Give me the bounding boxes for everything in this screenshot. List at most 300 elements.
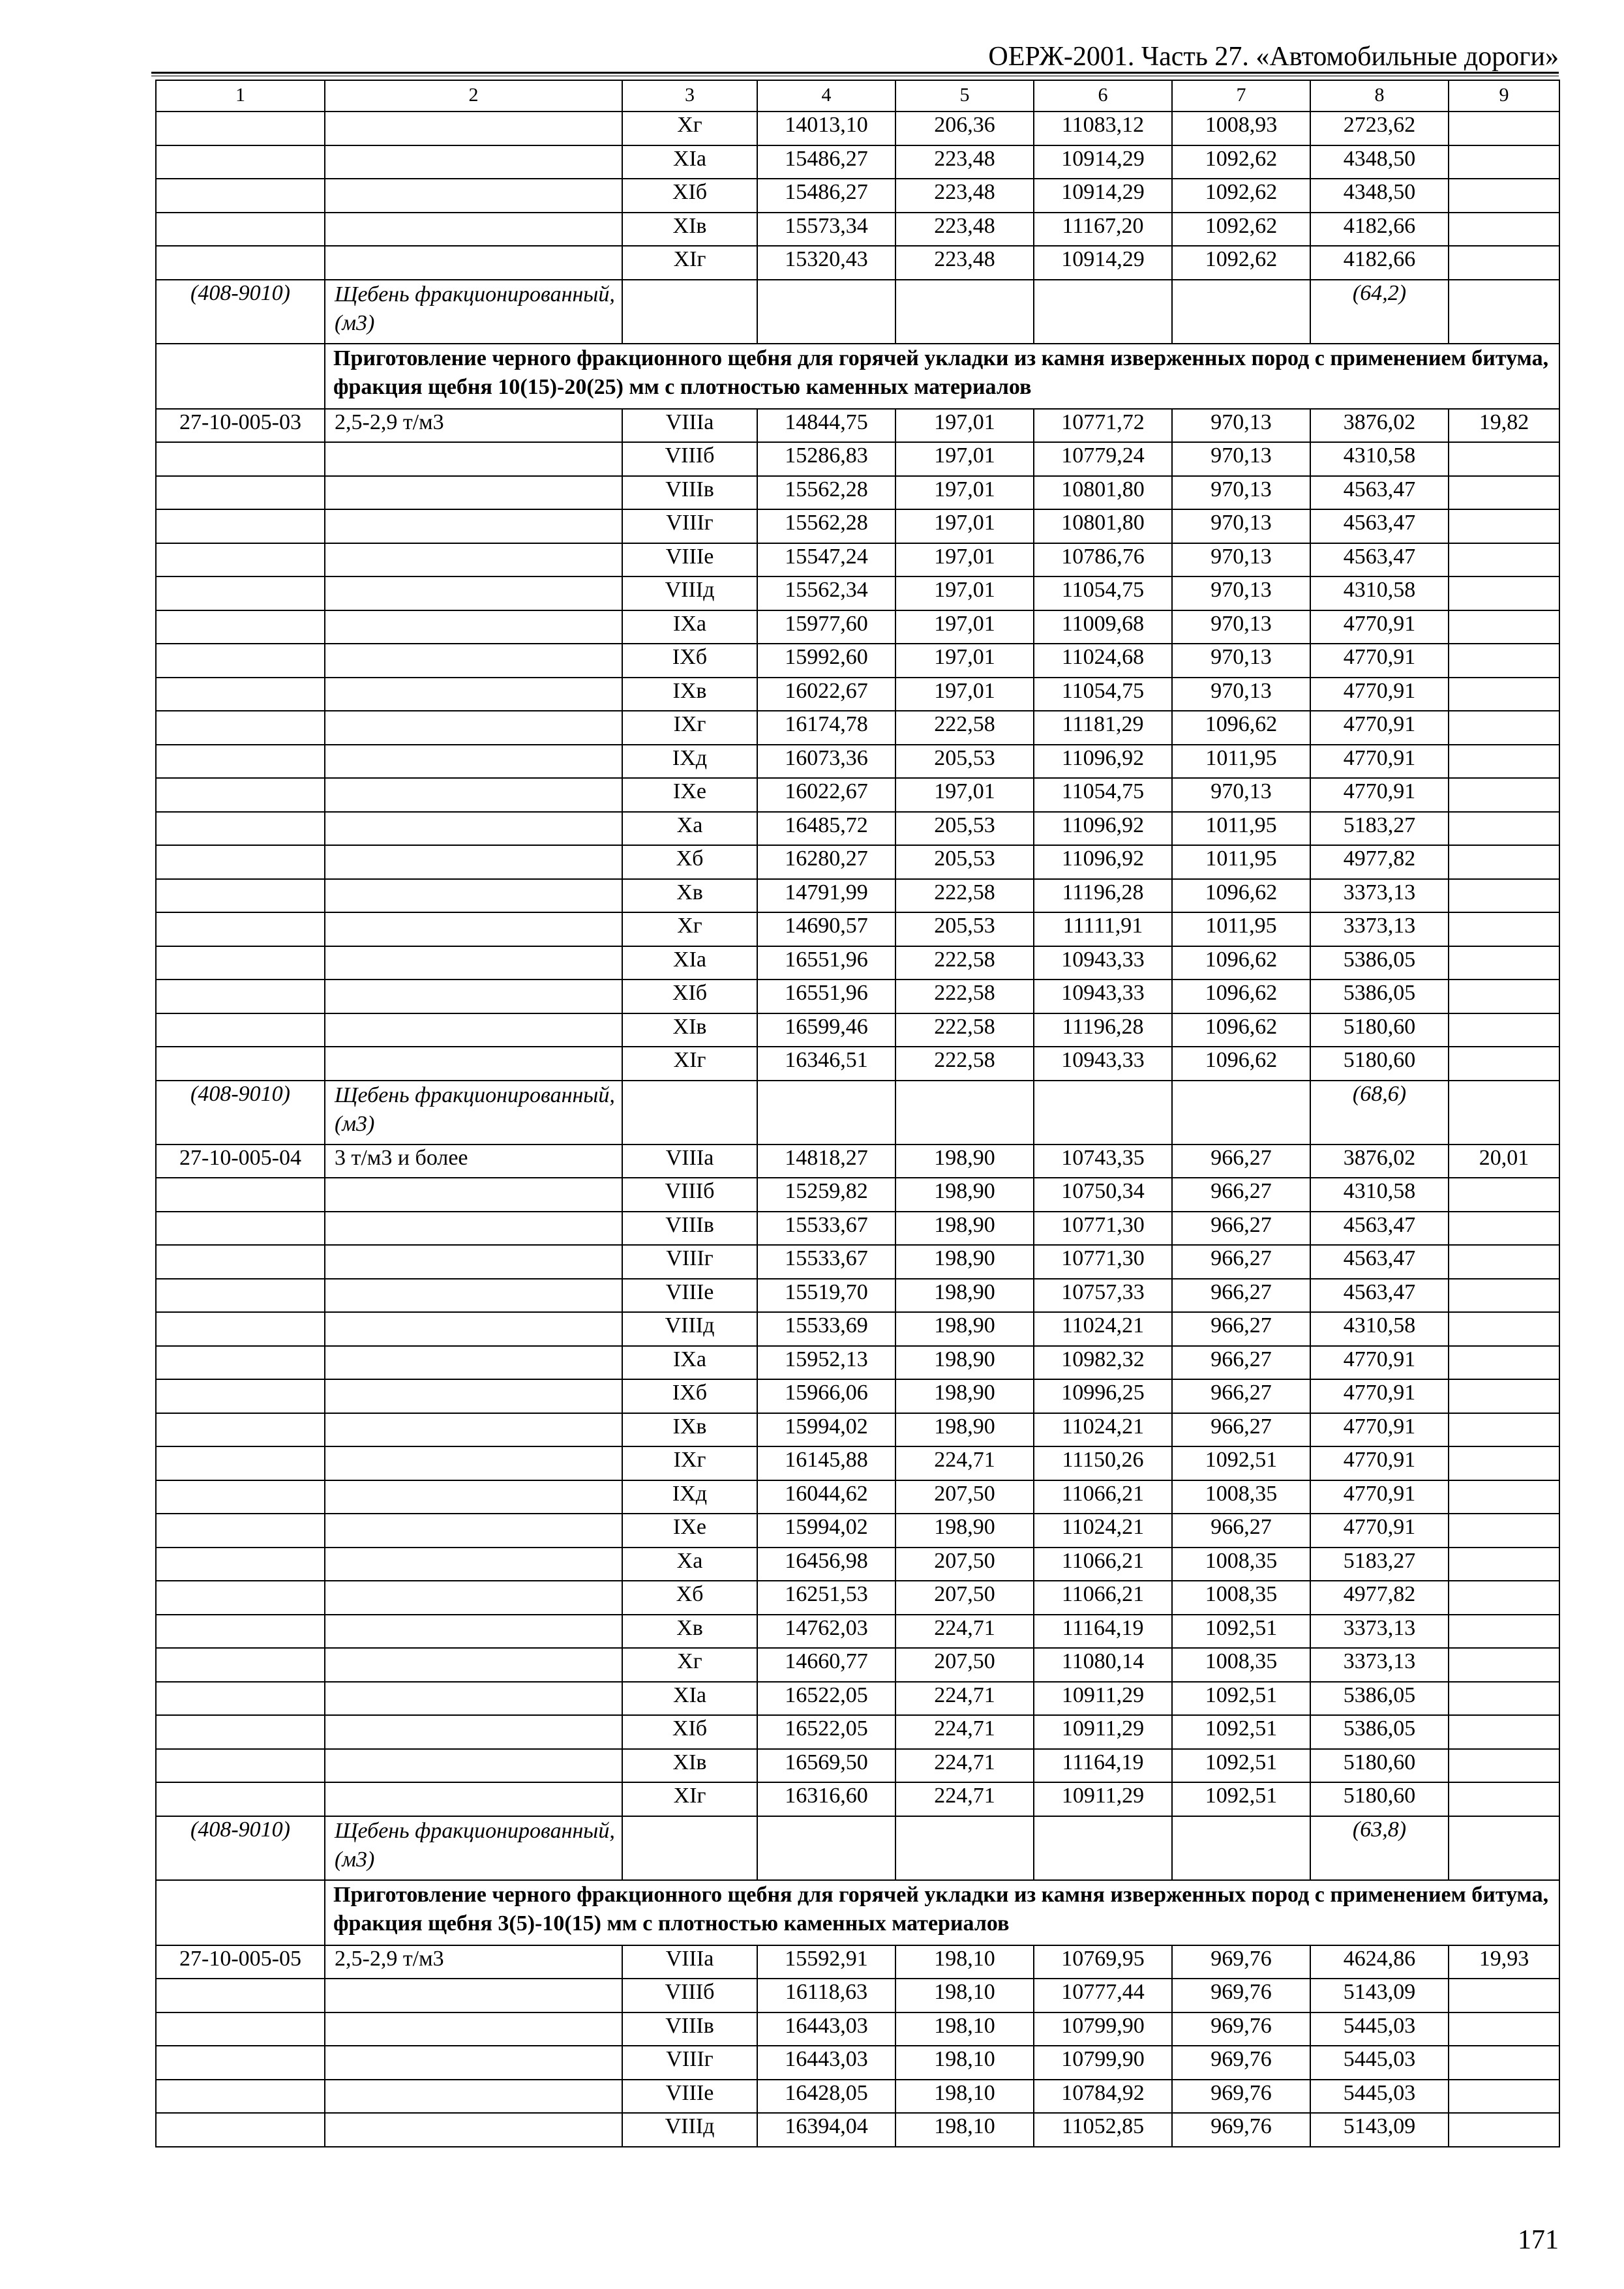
table-cell: [1449, 1446, 1559, 1480]
table-cell: [1449, 1013, 1559, 1047]
table-cell: 969,76: [1172, 1945, 1310, 1979]
table-cell: 206,36: [895, 112, 1034, 145]
table-cell: 4770,91: [1310, 678, 1449, 711]
table-cell: [156, 2012, 325, 2046]
table-cell: 1092,62: [1172, 213, 1310, 247]
table-cell: 5445,03: [1310, 2046, 1449, 2080]
table-cell: 10943,33: [1034, 980, 1172, 1013]
table-cell: 11024,21: [1034, 1514, 1172, 1548]
table-cell: [325, 1178, 622, 1212]
table-cell: [325, 1013, 622, 1047]
table-cell: [1449, 112, 1559, 145]
table-cell: 11096,92: [1034, 812, 1172, 846]
table-cell: [156, 509, 325, 543]
table-cell: 1096,62: [1172, 1013, 1310, 1047]
table-row: [156, 1178, 1559, 1212]
table-cell: 970,13: [1172, 778, 1310, 812]
table-cell: 223,48: [895, 213, 1034, 247]
table-cell: VIIIв: [622, 2012, 757, 2046]
table-cell: Xг: [622, 912, 757, 946]
table-cell: [1449, 1548, 1559, 1581]
table-cell: 11024,21: [1034, 1312, 1172, 1346]
table-cell: [156, 1548, 325, 1581]
table-cell: [1449, 1346, 1559, 1380]
table-cell: [156, 1013, 325, 1047]
table-cell: 970,13: [1172, 509, 1310, 543]
table-cell: [156, 678, 325, 711]
table-cell: IXд: [622, 745, 757, 779]
table-cell: VIIIе: [622, 1279, 757, 1313]
table-cell: IXг: [622, 711, 757, 745]
table-cell: 198,90: [895, 1245, 1034, 1279]
section-title: Приготовление черного фракционного щебня для горячей укладки из камня изверженных пород с применением битума, фракция щебня 3(5)-10(15) мм с плотностью каменных материалов: [325, 1880, 1559, 1945]
table-cell: 1096,62: [1172, 879, 1310, 913]
table-cell: [325, 980, 622, 1013]
table-row: [156, 1212, 1559, 1246]
table-cell: [156, 246, 325, 280]
table-cell: 11080,14: [1034, 1648, 1172, 1682]
column-number: 8: [1310, 80, 1449, 112]
table-cell: 11111,91: [1034, 912, 1172, 946]
table-row: [156, 543, 1559, 577]
table-cell: 4770,91: [1310, 1446, 1449, 1480]
table-cell: 10982,32: [1034, 1346, 1172, 1380]
table-row: [156, 1945, 1559, 1979]
table-cell: [156, 1178, 325, 1212]
table-cell: 14844,75: [757, 409, 895, 443]
table-cell: [156, 476, 325, 510]
table-cell: 969,76: [1172, 2046, 1310, 2080]
table-cell: 5143,09: [1310, 1979, 1449, 2012]
table-cell: IXб: [622, 644, 757, 678]
table-cell: 4348,50: [1310, 179, 1449, 213]
table-cell: [325, 610, 622, 644]
table-cell: 11024,68: [1034, 644, 1172, 678]
table-cell: 205,53: [895, 845, 1034, 879]
table-cell: 198,90: [895, 1144, 1034, 1178]
table-cell: [1449, 610, 1559, 644]
table-cell: 1092,51: [1172, 1715, 1310, 1749]
table-cell: VIIIв: [622, 1212, 757, 1246]
table-cell: [1449, 1047, 1559, 1081]
table-row: [156, 2113, 1559, 2147]
table-cell: [156, 442, 325, 476]
table-cell: [1449, 711, 1559, 745]
table-cell: 198,90: [895, 1346, 1034, 1380]
table-cell: 1092,51: [1172, 1682, 1310, 1716]
table-cell: 16022,67: [757, 778, 895, 812]
table-cell: [156, 1615, 325, 1649]
table-cell: [895, 1816, 1034, 1880]
table-cell: 198,90: [895, 1212, 1034, 1246]
table-cell: 4310,58: [1310, 442, 1449, 476]
table-cell: [1449, 543, 1559, 577]
table-cell: [325, 442, 622, 476]
table-cell: [1449, 1312, 1559, 1346]
table-cell: 16599,46: [757, 1013, 895, 1047]
table-cell: [156, 112, 325, 145]
table-cell: [325, 213, 622, 247]
table-cell: [156, 1715, 325, 1749]
resource-value: (63,8): [1310, 1816, 1449, 1880]
table-cell: VIIIб: [622, 1178, 757, 1212]
table-cell: 4977,82: [1310, 1581, 1449, 1615]
resource-code: (408-9010): [156, 1816, 325, 1880]
table-cell: [325, 246, 622, 280]
table-cell: [156, 812, 325, 846]
table-cell: XIг: [622, 1782, 757, 1816]
table-cell: [156, 1979, 325, 2012]
table-cell: 15486,27: [757, 145, 895, 179]
table-cell: 14818,27: [757, 1144, 895, 1178]
table-cell: [1449, 442, 1559, 476]
table-cell: 15547,24: [757, 543, 895, 577]
table-row: [156, 1514, 1559, 1548]
table-cell: [156, 1782, 325, 1816]
table-cell: [1449, 812, 1559, 846]
table-row: [156, 1715, 1559, 1749]
table-cell: [325, 1379, 622, 1413]
table-cell: 11164,19: [1034, 1749, 1172, 1783]
table-cell: 16522,05: [757, 1682, 895, 1716]
table-cell: VIIIа: [622, 1945, 757, 1979]
table-cell: [325, 145, 622, 179]
table-cell: 16118,63: [757, 1979, 895, 2012]
table-row: [156, 1581, 1559, 1615]
table-cell: [156, 1346, 325, 1380]
table-row: [156, 1346, 1559, 1380]
table-cell: [325, 879, 622, 913]
table-cell: 1011,95: [1172, 845, 1310, 879]
table-cell: 16044,62: [757, 1480, 895, 1514]
table-cell: [1449, 644, 1559, 678]
table-cell: [156, 711, 325, 745]
table-cell: 4563,47: [1310, 476, 1449, 510]
table-cell: [1449, 2113, 1559, 2147]
table-cell: [156, 344, 325, 409]
table-cell: 4977,82: [1310, 845, 1449, 879]
column-number: 5: [895, 80, 1034, 112]
table-cell: 4310,58: [1310, 1178, 1449, 1212]
table-row: [156, 1312, 1559, 1346]
table-cell: [325, 179, 622, 213]
table-cell: VIIIг: [622, 509, 757, 543]
column-number: 9: [1449, 80, 1559, 112]
table-cell: 11196,28: [1034, 879, 1172, 913]
table-cell: 14791,99: [757, 879, 895, 913]
table-cell: 969,76: [1172, 2012, 1310, 2046]
table-cell: VIIIе: [622, 543, 757, 577]
table-cell: [325, 112, 622, 145]
table-cell: 3373,13: [1310, 879, 1449, 913]
table-row: [156, 2012, 1559, 2046]
table-cell: [156, 912, 325, 946]
table-cell: 207,50: [895, 1480, 1034, 1514]
table-cell: 970,13: [1172, 543, 1310, 577]
table-cell: 11096,92: [1034, 845, 1172, 879]
table-cell: 5183,27: [1310, 812, 1449, 846]
table-cell: 10943,33: [1034, 946, 1172, 980]
table-cell: 16280,27: [757, 845, 895, 879]
table-cell: 11066,21: [1034, 1581, 1172, 1615]
table-cell: 966,27: [1172, 1212, 1310, 1246]
table-cell: 207,50: [895, 1581, 1034, 1615]
table-cell: XIа: [622, 946, 757, 980]
table-cell: 966,27: [1172, 1279, 1310, 1313]
table-cell: 4770,91: [1310, 711, 1449, 745]
table-cell: 1008,35: [1172, 1581, 1310, 1615]
table-cell: [325, 1514, 622, 1548]
table-cell: XIг: [622, 246, 757, 280]
table-cell: 970,13: [1172, 409, 1310, 443]
table-cell: 11083,12: [1034, 112, 1172, 145]
table-cell: [325, 2046, 622, 2080]
table-cell: 4770,91: [1310, 1514, 1449, 1548]
table-cell: 15562,28: [757, 476, 895, 510]
table-cell: 16428,05: [757, 2080, 895, 2114]
table-cell: [1449, 1212, 1559, 1246]
table-row: [156, 644, 1559, 678]
table-cell: 15573,34: [757, 213, 895, 247]
page-number: 171: [1518, 2225, 1559, 2255]
table-row: [156, 1682, 1559, 1716]
table-cell: [156, 1413, 325, 1447]
table-cell: 205,53: [895, 912, 1034, 946]
table-cell: 16251,53: [757, 1581, 895, 1615]
table-cell: [156, 2046, 325, 2080]
table-cell: 11054,75: [1034, 678, 1172, 711]
table-cell: [156, 1682, 325, 1716]
table-cell: 198,10: [895, 1979, 1034, 2012]
table-cell: 198,90: [895, 1178, 1034, 1212]
table-cell: 966,27: [1172, 1312, 1310, 1346]
table-cell: 1011,95: [1172, 912, 1310, 946]
table-cell: 222,58: [895, 1047, 1034, 1081]
header-rule: [151, 72, 1559, 74]
table-cell: [1449, 145, 1559, 179]
table-cell: 966,27: [1172, 1245, 1310, 1279]
table-cell: 224,71: [895, 1446, 1034, 1480]
table-cell: Xа: [622, 1548, 757, 1581]
table-cell: 2723,62: [1310, 112, 1449, 145]
table-row: [156, 1446, 1559, 1480]
table-cell: 5143,09: [1310, 2113, 1449, 2147]
table-cell: [325, 1413, 622, 1447]
table-cell: [757, 1816, 895, 1880]
table-cell: 207,50: [895, 1548, 1034, 1581]
table-row: [156, 678, 1559, 711]
table-cell: 10757,33: [1034, 1279, 1172, 1313]
table-row: [156, 1245, 1559, 1279]
table-cell: 16346,51: [757, 1047, 895, 1081]
table-cell: 5180,60: [1310, 1782, 1449, 1816]
table-cell: [1449, 1480, 1559, 1514]
table-cell: 11096,92: [1034, 745, 1172, 779]
table-cell: 10779,24: [1034, 442, 1172, 476]
table-cell: [156, 1514, 325, 1548]
table-row: [156, 745, 1559, 779]
table-cell: 197,01: [895, 678, 1034, 711]
table-cell: VIIIд: [622, 576, 757, 610]
column-number: 3: [622, 80, 757, 112]
table-row: [156, 845, 1559, 879]
table-row: [156, 112, 1559, 145]
table-cell: [156, 2113, 325, 2147]
table-cell: 10943,33: [1034, 1047, 1172, 1081]
table-cell: 15592,91: [757, 1945, 895, 1979]
table-cell: [1449, 1178, 1559, 1212]
table-cell: [1449, 280, 1559, 344]
table-cell: 1011,95: [1172, 745, 1310, 779]
table-cell: 966,27: [1172, 1178, 1310, 1212]
resource-value: (68,6): [1310, 1081, 1449, 1144]
table-cell: 4563,47: [1310, 543, 1449, 577]
price-table: [155, 80, 1560, 2147]
table-cell: 16073,36: [757, 745, 895, 779]
table-row: [156, 576, 1559, 610]
table-cell: [156, 1446, 325, 1480]
table-cell: 4563,47: [1310, 1279, 1449, 1313]
resource-value: (64,2): [1310, 280, 1449, 344]
table-cell: 15952,13: [757, 1346, 895, 1380]
table-cell: [1449, 1816, 1559, 1880]
table-cell: XIб: [622, 980, 757, 1013]
table-cell: [156, 1880, 325, 1945]
table-cell: 4310,58: [1310, 1312, 1449, 1346]
table-cell: 15977,60: [757, 610, 895, 644]
table-cell: [325, 845, 622, 879]
column-number: 2: [325, 80, 622, 112]
table-cell: 15966,06: [757, 1379, 895, 1413]
table-cell: [1172, 1081, 1310, 1144]
table-cell: [1449, 213, 1559, 247]
table-row: [156, 1047, 1559, 1081]
table-cell: 15533,69: [757, 1312, 895, 1346]
table-cell: [156, 543, 325, 577]
table-cell: 1008,93: [1172, 112, 1310, 145]
table-cell: [325, 1346, 622, 1380]
table-cell: [1449, 778, 1559, 812]
table-cell: 11164,19: [1034, 1615, 1172, 1649]
table-cell: [325, 576, 622, 610]
table-cell: 197,01: [895, 442, 1034, 476]
table-cell: 966,27: [1172, 1346, 1310, 1380]
table-cell: VIIIг: [622, 1245, 757, 1279]
table-cell: [325, 1581, 622, 1615]
table-cell: [156, 2080, 325, 2114]
table-row: [156, 1648, 1559, 1682]
table-cell: 10771,72: [1034, 409, 1172, 443]
table-cell: [622, 1081, 757, 1144]
table-cell: 14660,77: [757, 1648, 895, 1682]
table-cell: 15320,43: [757, 246, 895, 280]
table-cell: 198,10: [895, 2012, 1034, 2046]
table-cell: 16522,05: [757, 1715, 895, 1749]
table-cell: [325, 745, 622, 779]
table-cell: [325, 1279, 622, 1313]
table-cell: [1034, 280, 1172, 344]
table-cell: [1449, 1413, 1559, 1447]
table-cell: 15259,82: [757, 1178, 895, 1212]
table-cell: VIIIв: [622, 476, 757, 510]
table-cell: 10911,29: [1034, 1782, 1172, 1816]
table-cell: 14013,10: [757, 112, 895, 145]
table-cell: 970,13: [1172, 678, 1310, 711]
column-number: 4: [757, 80, 895, 112]
table-cell: [156, 145, 325, 179]
table-cell: 16443,03: [757, 2012, 895, 2046]
table-cell: [622, 1816, 757, 1880]
table-cell: Xв: [622, 879, 757, 913]
table-cell: VIIIа: [622, 409, 757, 443]
table-cell: 5386,05: [1310, 1682, 1449, 1716]
table-body: [156, 80, 1559, 2147]
table-cell: XIв: [622, 1013, 757, 1047]
table-cell: 16456,98: [757, 1548, 895, 1581]
table-cell: XIг: [622, 1047, 757, 1081]
table-cell: [1449, 1782, 1559, 1816]
table-row: [156, 711, 1559, 745]
table-cell: 11066,21: [1034, 1480, 1172, 1514]
table-cell: 15994,02: [757, 1413, 895, 1447]
table-cell: 10801,80: [1034, 476, 1172, 510]
table-cell: [325, 1782, 622, 1816]
table-cell: 1008,35: [1172, 1480, 1310, 1514]
table-cell: 4182,66: [1310, 246, 1449, 280]
resource-code: (408-9010): [156, 280, 325, 344]
table-cell: 970,13: [1172, 476, 1310, 510]
table-cell: [1449, 1749, 1559, 1783]
table-cell: 19,82: [1449, 409, 1559, 443]
resource-code: (408-9010): [156, 1081, 325, 1144]
table-cell: 966,27: [1172, 1514, 1310, 1548]
section-header-row: [156, 344, 1559, 409]
table-cell: IXб: [622, 1379, 757, 1413]
table-cell: 4563,47: [1310, 509, 1449, 543]
table-cell: [156, 213, 325, 247]
table-cell: VIIIа: [622, 1144, 757, 1178]
table-cell: 224,71: [895, 1615, 1034, 1649]
table-cell: 1008,35: [1172, 1648, 1310, 1682]
table-cell: [1034, 1816, 1172, 1880]
table-cell: 11066,21: [1034, 1548, 1172, 1581]
table-cell: 198,90: [895, 1312, 1034, 1346]
table-cell: 1092,62: [1172, 145, 1310, 179]
table-cell: VIIIд: [622, 1312, 757, 1346]
table-cell: [325, 1648, 622, 1682]
table-cell: 3373,13: [1310, 1615, 1449, 1649]
resource-name: Щебень фракционированный, (м3): [325, 280, 622, 344]
table-row: [156, 409, 1559, 443]
section-header-row: [156, 1880, 1559, 1945]
table-cell: [1449, 946, 1559, 980]
table-cell: 27-10-005-05: [156, 1945, 325, 1979]
table-cell: [156, 1279, 325, 1313]
column-number: 6: [1034, 80, 1172, 112]
table-cell: [1172, 280, 1310, 344]
table-cell: 222,58: [895, 711, 1034, 745]
table-cell: 4348,50: [1310, 145, 1449, 179]
table-cell: [325, 1312, 622, 1346]
table-cell: IXв: [622, 678, 757, 711]
table-cell: 4563,47: [1310, 1212, 1449, 1246]
table-cell: 10911,29: [1034, 1715, 1172, 1749]
table-cell: 966,27: [1172, 1379, 1310, 1413]
table-cell: [325, 1682, 622, 1716]
table-row: [156, 213, 1559, 247]
table-row: [156, 812, 1559, 846]
table-cell: 15286,83: [757, 442, 895, 476]
